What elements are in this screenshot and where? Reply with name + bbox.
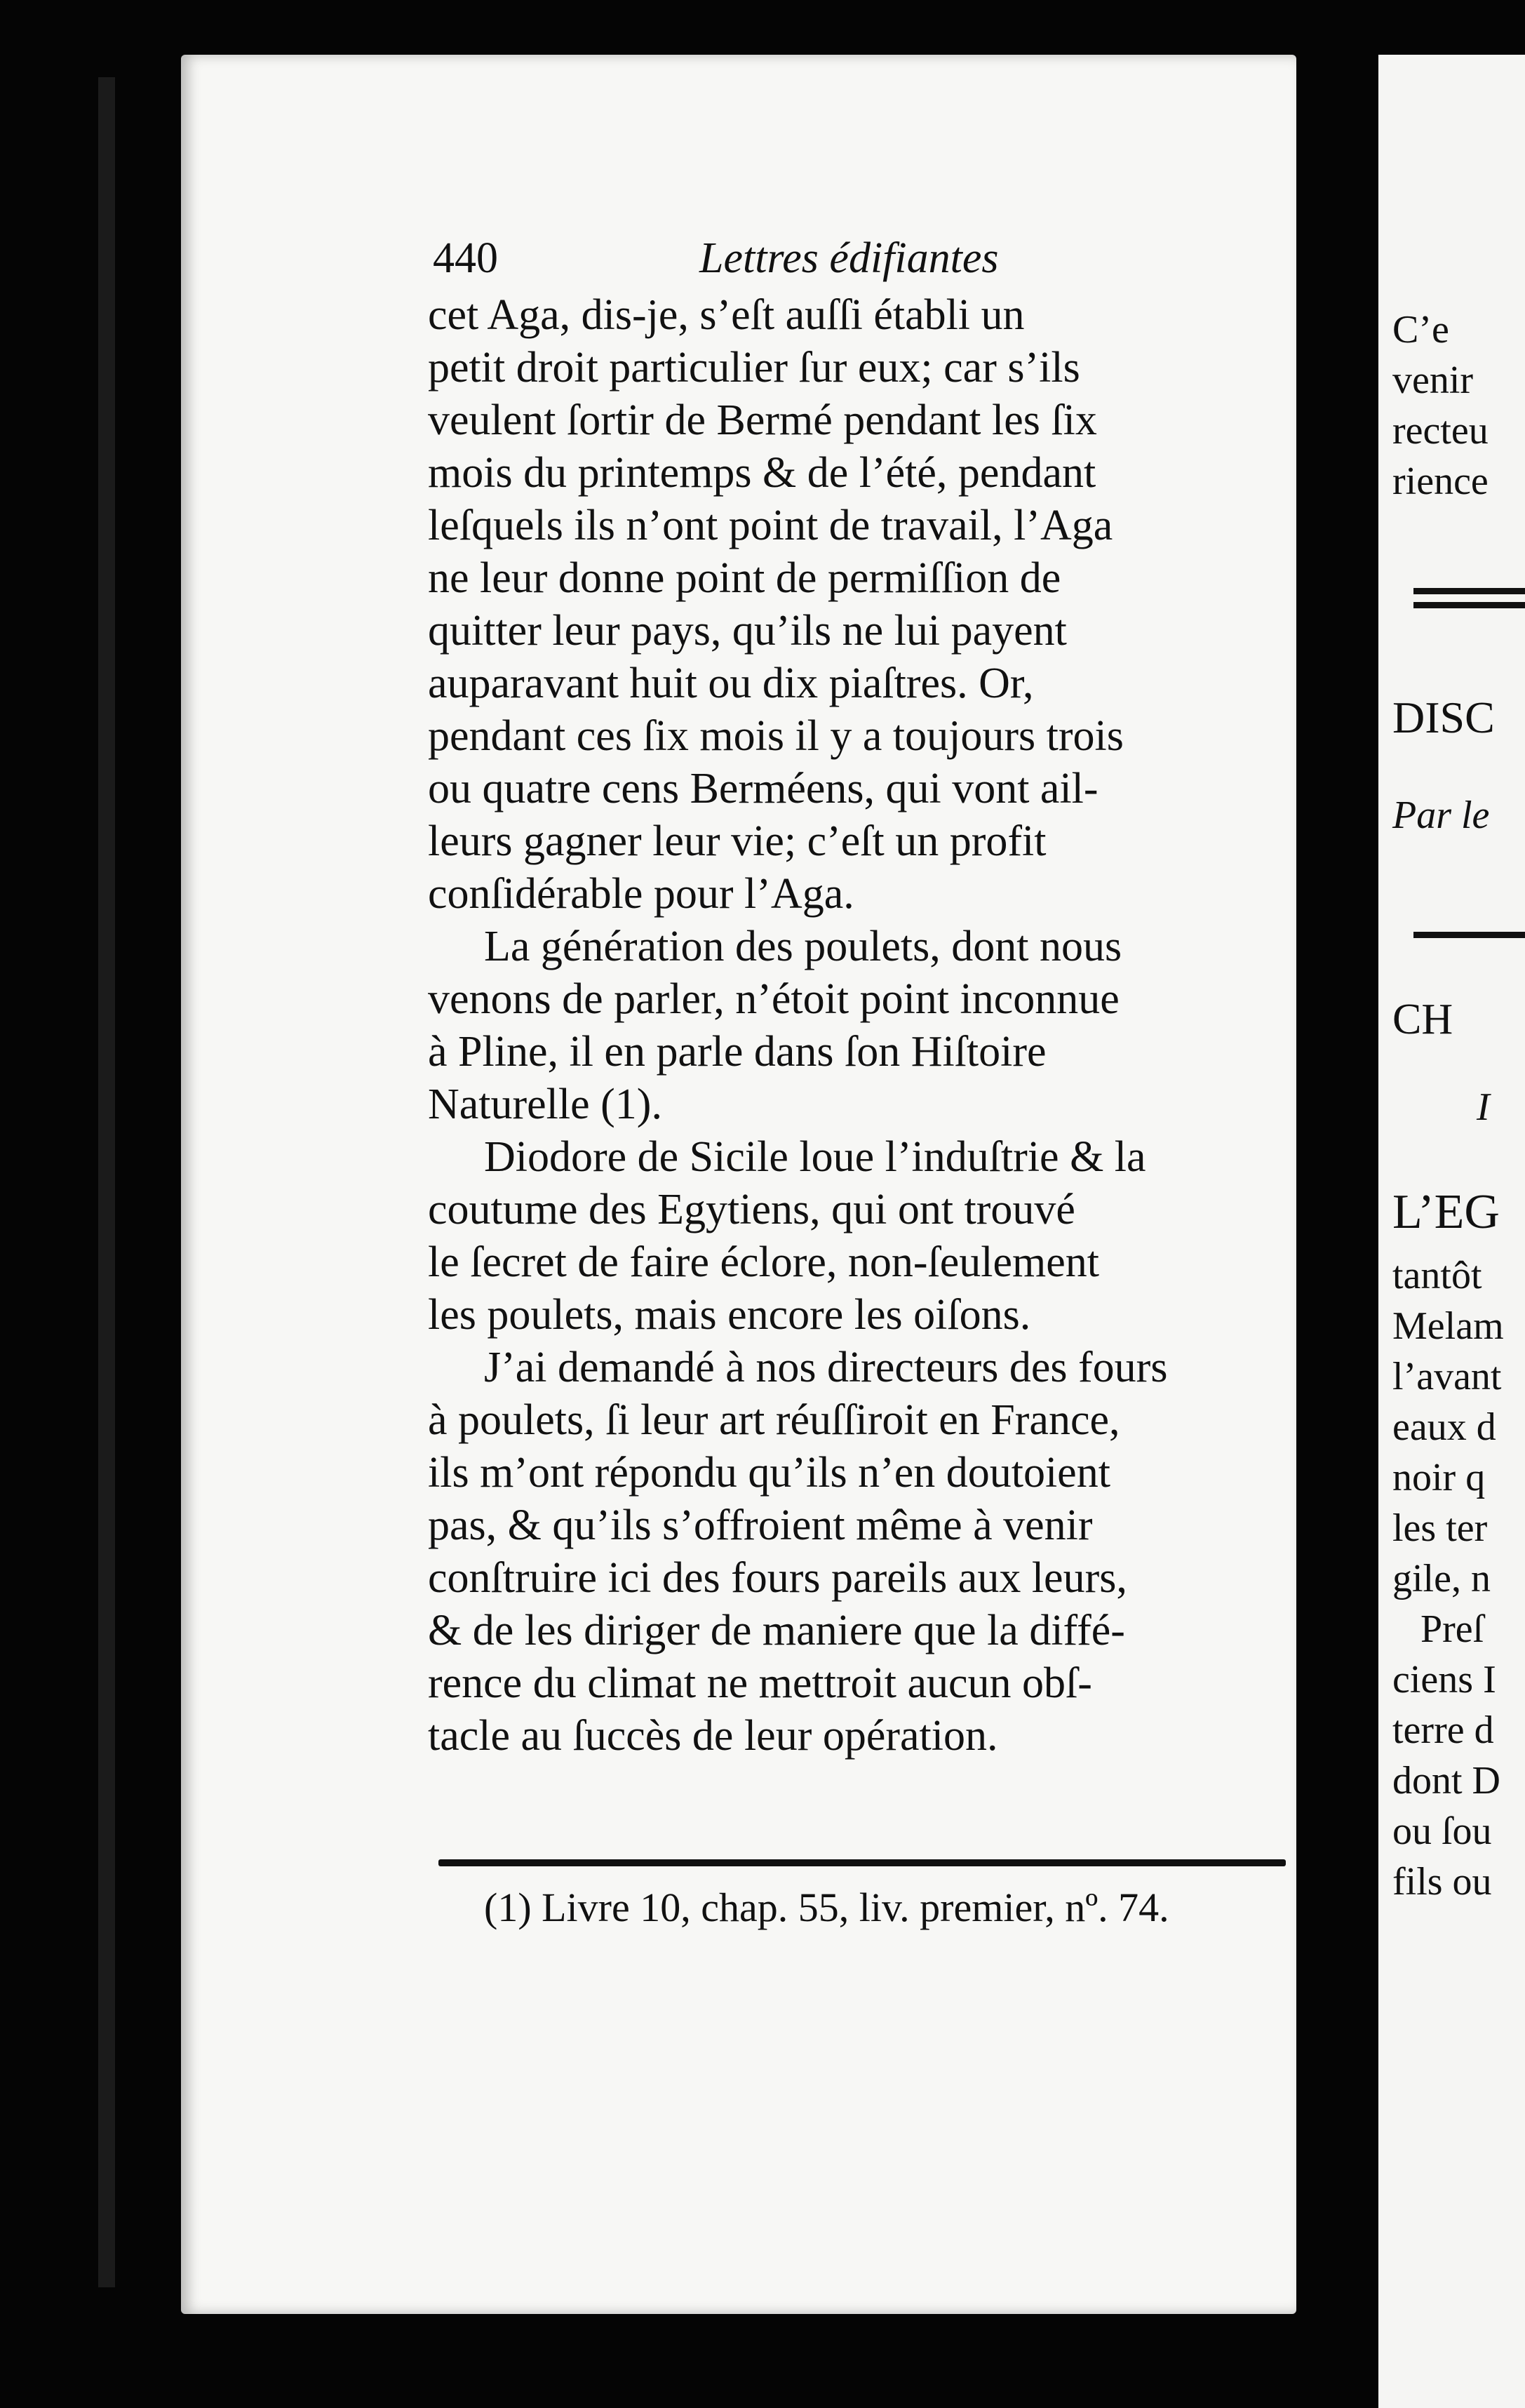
page-header <box>247 230 1292 293</box>
text-line: auparavant huit ou dix piaſtres. Or, <box>428 660 1034 707</box>
right-subheading: I <box>1477 1085 1490 1129</box>
right-text-line: l’avant <box>1392 1355 1502 1398</box>
right-page-fragment <box>1378 55 1525 2408</box>
text-line: coutume des Egytiens, qui ont trouvé <box>428 1186 1075 1233</box>
right-text-line: tantôt <box>1392 1254 1482 1297</box>
right-double-rule <box>1413 588 1525 594</box>
text-line: Naturelle (1). <box>428 1081 662 1128</box>
text-line: leſquels ils n’ont point de travail, l’Aga <box>428 502 1113 549</box>
paragraph-start-line: J’ai demandé à nos directeurs des fours <box>484 1344 1168 1391</box>
text-line: & de les diriger de maniere que la diffé- <box>428 1607 1125 1654</box>
text-line: quitter leur pays, qu’ils ne lui payent <box>428 607 1067 655</box>
right-heading: DISC <box>1392 693 1495 742</box>
right-text-line: gile, n <box>1392 1557 1491 1600</box>
text-line: petit droit particulier ſur eux; car s’ils <box>428 344 1080 392</box>
page-number: 440 <box>433 234 498 282</box>
text-line: ne leur donne point de permiſſion de <box>428 554 1061 602</box>
footnote-rule <box>438 1859 1286 1866</box>
text-line: ils m’ont répondu qu’ils n’en doutoient <box>428 1449 1110 1497</box>
paragraph-start-line: Diodore de Sicile loue l’induſtrie & la <box>484 1133 1146 1181</box>
right-rule <box>1413 932 1525 938</box>
text-line: mois du printemps & de l’été, pendant <box>428 449 1096 497</box>
right-text-line: recteu <box>1392 409 1489 453</box>
right-text-line: eaux d <box>1392 1405 1496 1449</box>
right-text-line: Preſ <box>1420 1607 1484 1651</box>
right-double-rule <box>1413 602 1525 608</box>
text-line: venons de parler, n’étoit point inconnue <box>428 975 1120 1023</box>
text-line: à Pline, il en parle dans ſon Hiſtoire <box>428 1028 1047 1076</box>
text-line: pendant ces ſix mois il y a toujours trois <box>428 712 1124 760</box>
right-text-line: rience <box>1392 460 1489 503</box>
text-line: rence du climat ne mettroit aucun obſ- <box>428 1659 1092 1707</box>
text-line: cet Aga, dis-je, s’eſt auſſi établi un <box>428 291 1025 339</box>
text-line: tacle au ſuccès de leur opération. <box>428 1712 998 1760</box>
text-line: conſidérable pour l’Aga. <box>428 870 854 918</box>
text-line: ou quatre cens Berméens, qui vont ail- <box>428 765 1099 812</box>
right-text-line: terre d <box>1392 1708 1494 1752</box>
text-line: les poulets, mais encore les oiſons. <box>428 1291 1031 1339</box>
right-text-line: ciens I <box>1392 1658 1496 1701</box>
text-line: conſtruire ici des fours pareils aux leurs, <box>428 1554 1127 1602</box>
right-text-line: venir <box>1392 359 1474 402</box>
right-chapter: CH <box>1392 996 1453 1043</box>
text-line: le ſecret de faire éclore, non-ſeulement <box>428 1238 1100 1286</box>
right-text-line: noir q <box>1392 1456 1486 1499</box>
right-text-line: les ter <box>1392 1506 1488 1550</box>
right-text-line: ou ſou <box>1392 1810 1492 1853</box>
right-byline: Par le <box>1392 794 1490 837</box>
body-text <box>428 289 1291 1762</box>
text-line: leurs gagner leur vie; c’eſt un profit <box>428 817 1047 865</box>
binding-edge <box>98 77 115 2287</box>
text-line: veulent ſortir de Bermé pendant les ſix <box>428 396 1097 444</box>
right-text-line: fils ou <box>1392 1860 1492 1904</box>
right-text-line: C’e <box>1392 308 1449 352</box>
text-line: pas, & qu’ils s’offroient même à venir <box>428 1501 1093 1549</box>
right-text-line: L’EG <box>1392 1185 1500 1239</box>
text-line: à poulets, ſi leur art réuſſiroit en France, <box>428 1396 1120 1444</box>
running-head: Lettres édifiantes <box>699 234 999 282</box>
right-text-line: Melam <box>1392 1304 1504 1348</box>
paragraph-start-line: La génération des poulets, dont nous <box>484 923 1122 970</box>
right-text-line: dont D <box>1392 1759 1500 1802</box>
footnote: (1) Livre 10, chap. 55, liv. premier, nº. 74. <box>484 1885 1169 1930</box>
